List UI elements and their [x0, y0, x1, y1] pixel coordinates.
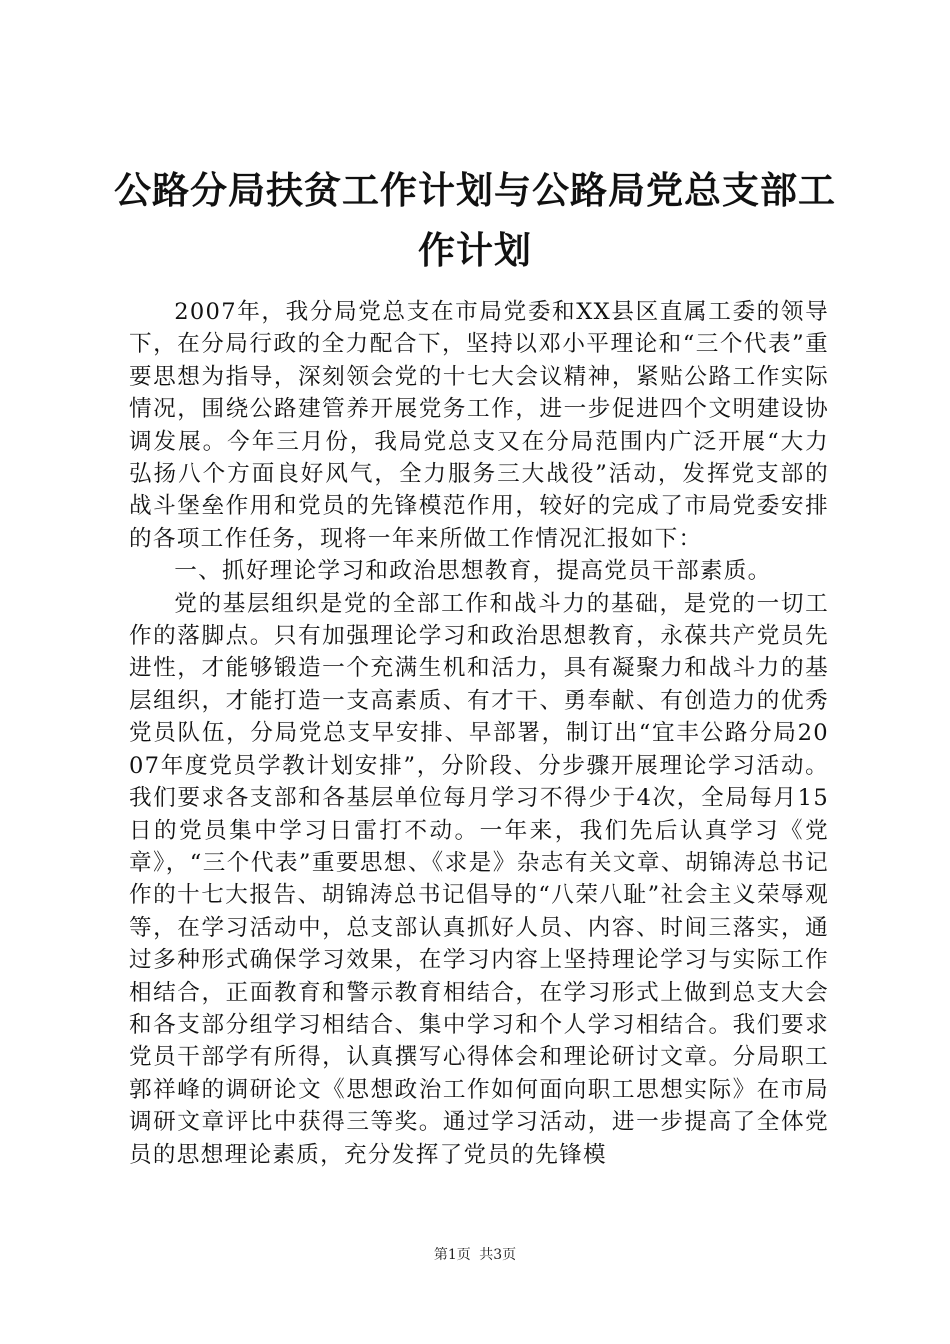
page-number: 第1页 [433, 1247, 471, 1263]
page-footer [0, 1245, 950, 1265]
section-heading: 一、抓好理论学习和政治思想教育，提高党员干部素质。 [174, 558, 772, 585]
document-title: 公路分局扶贫工作计划与公路局党总支部工作计划 [114, 168, 836, 272]
paragraph-section-1: 党的基层组织是党的全部工作和战斗力的基础，是党的一切工作的落脚点。只有加强理论学习和政治思想教育，永葆共产党员先进性，才能够锻造一个充满生机和活力，具有凝聚力和战斗力的基层组织，才能打造一支高素质、有才干、勇奉献、有创造力的优秀党员队伍，分局党总支早安排、早部署，制订出“宜丰公路分局2007年度党员学教计划安排”，分阶段、分步骤开展理论学习活动。我们要求各支部和各基层单位每月学习不得少于4次，全局每月15日的党员集中学习日雷打不动。一年来，我们先后认真学习《党章》，“三个代表”重要思想、《求是》杂志有关文章、胡锦涛总书记作的十七大报告、胡锦涛总书记倡导的“八荣八耻”社会主义荣辱观等，在学习活动中，总支部认真抓好人员、内容、时间三落实，通过多种形式确保学习效果，在学习内容上坚持理论学习与实际工作相结合，正面教育和警示教育相结合，在学习形式上做到总支大会和各支部分组学习相结合、集中学习和个人学习相结合。我们要求党员干部学有所得，认真撰写心得体会和理论研讨文章。分局职工郭祥峰的调研论文《思想政治工作如何面向职工思想实际》在市局调研文章评比中获得三等奖。通过学习活动，进一步提高了全体党员的思想理论素质，充分发挥了党员的先锋模 [129, 590, 829, 1168]
document-body [129, 296, 829, 1171]
page-total: 共3页 [479, 1247, 517, 1263]
paragraph-intro: 2007年，我分局党总支在市局党委和XX县区直属工委的领导下，在分局行政的全力配合下，坚持以邓小平理论和“三个代表”重要思想为指导，深刻领会党的十七大会议精神，紧贴公路工作实际情况，围绕公路建管养开展党务工作，进一步促进四个文明建设协调发展。今年三月份，我局党总支又在分局范围内广泛开展“大力弘扬八个方面良好风气，全力服务三大战役”活动，发挥党支部的战斗堡垒作用和党员的先锋模范作用，较好的完成了市局党委安排的各项工作任务，现将一年来所做工作情况汇报如下： [129, 299, 829, 552]
